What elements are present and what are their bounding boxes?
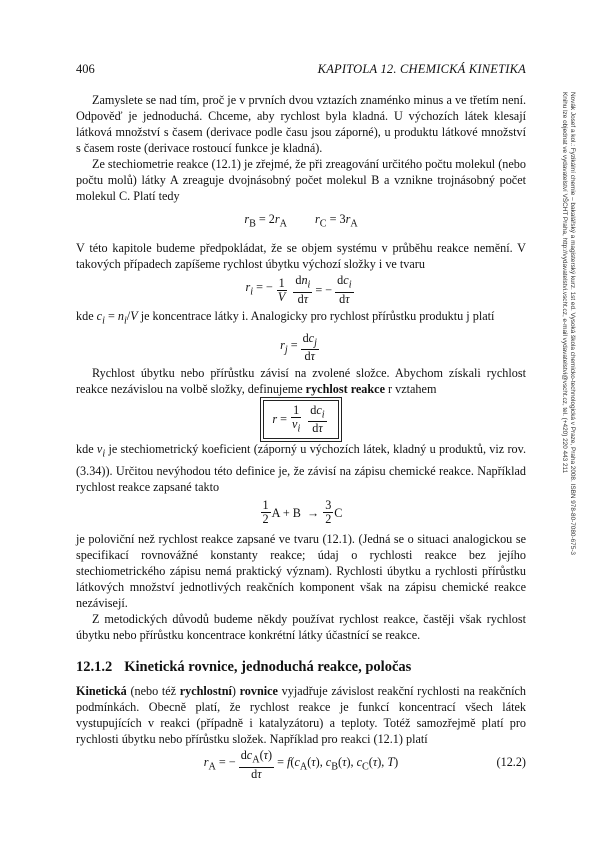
paragraph-4: kde $c_i = n_i/V$ je koncentrace látky i. Analogicky pro rychlost přírůstku produktu j platí (76, 309, 495, 327)
equation-number: (12.2) (496, 754, 526, 769)
paragraph-1: Zamyslete se nad tím, proč je v prvních dvou vztazích znaménko minus a ve třetím není. Odpověď je jednoduchá. Chceme, aby rychlost byla kladná. U výchozích látek klesají látková množství s časem (derivace podle času jsou záporné), u produktu látkové množství s časem roste (derivace rostoucí funkce je kladná). (76, 93, 526, 155)
equation-rate-relations: $r_B = 2r_A$ $r_C = 3r_A$ (244, 212, 358, 230)
paragraph-3: V této kapitole budeme předpokládat, že se objem systému v průběhu reakce nemění. V takových případech zapíšeme rychlost úbytku výchozí složky i ve tvaru (76, 241, 526, 271)
page-content (76, 92, 526, 783)
paragraph-8: Z metodických důvodů budeme někdy používat rychlost reakce, častěji však rychlost úbytku nebo přírůstku koncentrace konkrétní látky účastnící se reakce. (76, 611, 526, 642)
equation-reaction-scheme: $\frac{1}{2}$ A + B → $\frac{3}{2}$ C (262, 498, 343, 527)
section-number: 12.1.2 (76, 658, 113, 675)
equation-rate-decrease: $r_i$ = − $\frac{1}{V}$ $\frac{dn_i}{d\tau}$ = − $\frac{dc_i}{d\tau}$ (245, 273, 352, 306)
side-note-line-1: Novák Josef a kol.: Fyzikální chemie – bakalářský a magisterský kurz. 1st ed. Vysoká škola chemicko-technologická v Praze, Praha 2008. ISBN 978-80-7080-675-3 (569, 92, 576, 555)
term-reaction-rate: rychlost reakce (305, 382, 385, 397)
side-note-line-2: Knihu lze objednat ve vydavatelství VŠCHT Praha, http://vydavatelstvi.vscht.cz, e-mail vydavatelstvi@vscht.cz, tel. (+420) 220 443 211 (561, 92, 568, 474)
equation-kinetic: $r_A$ = − $\frac{dc_A(\tau)}{d\tau}$ = $f(c_A(\tau)$, $c_B(\tau)$, $c_C(\tau)$, T) (12.2) (203, 748, 526, 781)
paragraph-2: Ze stechiometrie reakce (12.1) je zřejmé, že při zreagování určitého počtu molekul (nebo počtu molů) látky A zreaguje dvojnásobný počet molekul B a vznikne trojnásobný počet molekul C. Platí tedy (76, 157, 526, 203)
paragraph-5: Rychlost úbytku nebo přírůstku závisí na zvolené složce. Abychom získali rychlost reakce nezávislou na volbě složky, definujeme rychlost reakce r vztahem (76, 366, 526, 397)
side-note (561, 92, 576, 712)
paragraph-9: Kinetická (nebo též rychlostní) rovnice vyjadřuje závislost reakční rychlosti na reakčních podmínkách. Obecně platí, že rychlost reakce je funkcí koncentrací všech látek vystupujících v reakci (případně i katalyzátoru) a teploty. Totéž samozřejmě platí pro rychlosti úbytku nebo přírůstku složek. Například pro reakci (12.1) platí (76, 683, 526, 746)
page-number: 406 (76, 62, 95, 76)
paragraph-6: kde $\nu_i$ je stechiometrický koeficient (záporný u výchozích látek, kladný u produktů, viz rov. (3.34)). Určitou nevýhodou této definice je, že závisí na zápisu chemické reakce. Například rychlost reakce zapsané takto (76, 442, 526, 494)
paragraph-7: je poloviční než rychlost reakce zapsané ve tvaru (12.1). (Jedná se o situaci analogickou se specifikací rovnovážné konstanty reakce; údaj o rychlosti reakce bez jejího stechiometrického zápisu nemá praktický význam). Rychlosti úbytku a rychlosti přírůstku látkových množství jednotlivých reakčních komponent však na zápisu chemické reakce nezávisejí. (76, 531, 526, 610)
section-title: Kinetická rovnice, jednoduchá reakce, poločas (124, 658, 412, 675)
equation-rate-increase: $r_j$ = $\frac{dc_j}{d\tau}$ (280, 330, 317, 364)
page-header (76, 62, 526, 80)
section-heading (76, 657, 526, 677)
equation-reaction-rate-definition: r = $\frac{1}{\nu_i}$ $\frac{dc_i}{d\tau}$ (76, 397, 526, 441)
chapter-title: KAPITOLA 12. CHEMICKÁ KINETIKA (317, 62, 526, 76)
